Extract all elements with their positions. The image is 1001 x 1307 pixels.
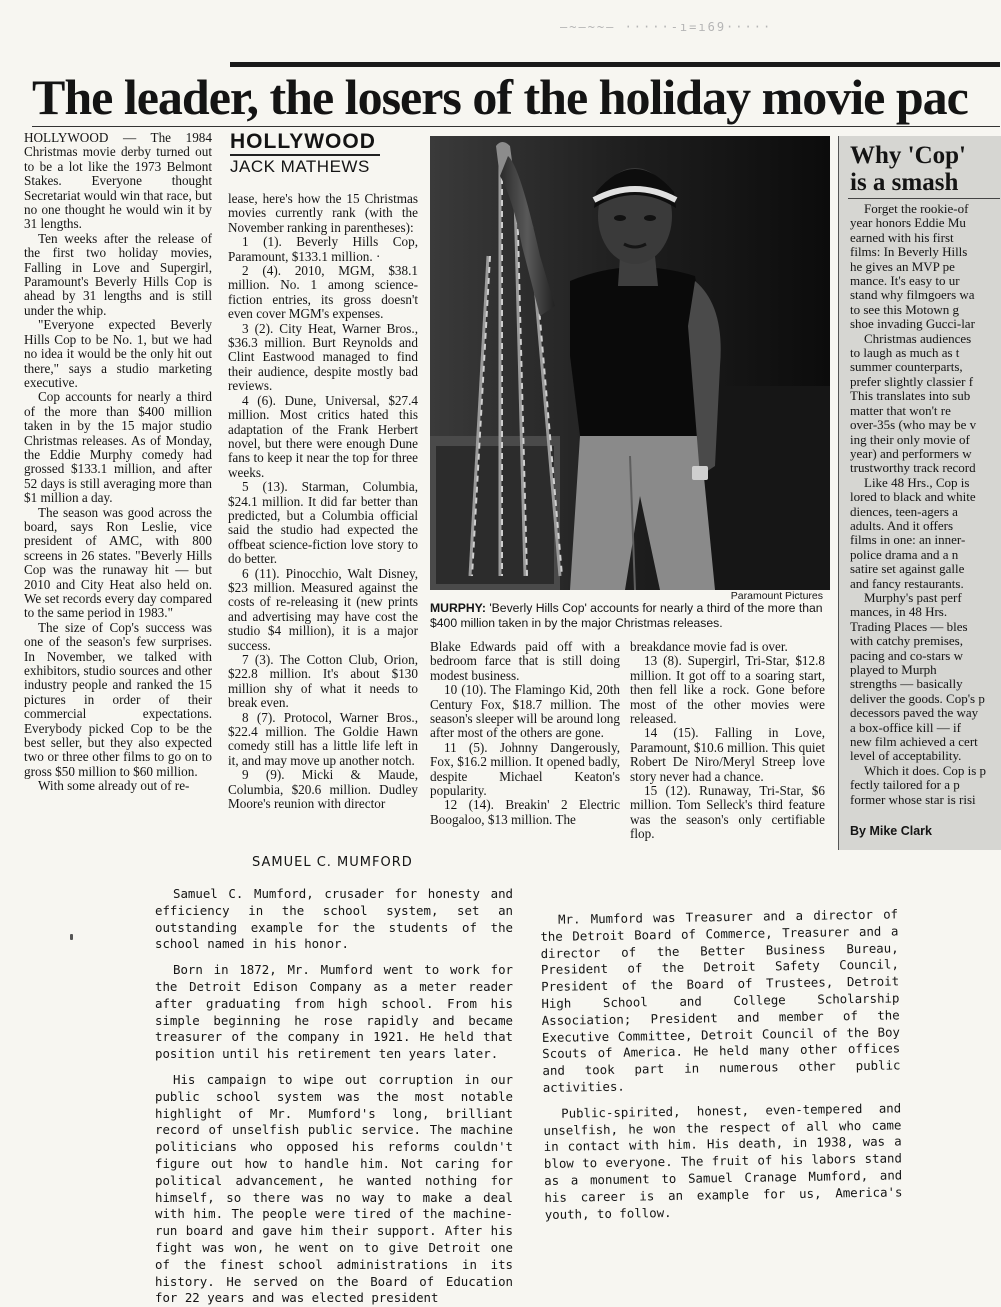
section-label: HOLLYWOOD xyxy=(230,130,376,153)
rank-8: 8 (7). Protocol, Warner Bros., $22.4 million. The Goldie Hawn comedy still has a little life left in it, and may move up another notch. xyxy=(228,709,418,768)
sidebar-line: Trading Places — bles xyxy=(850,618,968,634)
sidebar-body xyxy=(850,202,1000,814)
rank-10: 10 (10). The Flamingo Kid, 20th Century Fox, $18.7 million. The season's sleeper will be around long after most of the others are gone. xyxy=(430,682,620,741)
rank-9: 9 (9). Micki & Maude, Columbia, $20.6 million. Dudley Moore's reunion with director xyxy=(228,767,418,812)
sidebar-line: satire set against galle xyxy=(850,561,965,577)
sidebar-line: former whose star is risi xyxy=(850,791,976,807)
sidebar-line: ing their only movie of xyxy=(850,431,970,447)
rank-11: 11 (5). Johnny Dangerously, Fox, $16.2 million. It opened badly, despite Michael Keaton's popularity. xyxy=(430,739,620,799)
sidebar-line: prefer slightly classier f xyxy=(850,373,974,389)
sidebar-line: lored to black and white xyxy=(850,489,976,505)
sidebar-line: Like 48 Hrs., Cop is xyxy=(864,474,970,490)
col1-p4: The season was good across the board, says Ron Leslie, vice president of AMC, with 800 screens in 26 states. "Beverly Hills Cop was the runaway hit — but 2010 and City Heat also held on. We set records every day compared to the same period in 1983." xyxy=(24,504,212,621)
rank-14: 14 (15). Falling in Love, Paramount, $10.6 million. This quiet Robert De Niro/Meryl Streep love story never had a chance. xyxy=(630,725,825,784)
rank-1: 1 (1). Beverly Hills Cop, Paramount, $133.1 million. · xyxy=(228,234,418,264)
sidebar-paragraph xyxy=(850,591,1000,764)
mumford-column-left xyxy=(155,886,513,1306)
sidebar-line: diences, teen-agers a xyxy=(850,503,958,519)
sidebar-line: matter that won't re xyxy=(850,402,951,418)
article-column-2 xyxy=(228,192,418,860)
sidebar-line: earned with his first xyxy=(850,229,954,245)
sidebar-line: films: In Beverly Hills xyxy=(850,244,968,260)
sidebar-line: year) and performers w xyxy=(850,445,972,461)
sidebar-line: level of acceptability. xyxy=(850,748,962,764)
murphy-photo xyxy=(430,136,830,590)
sidebar-line: mance. It's easy to ur xyxy=(850,273,960,289)
article-column-1 xyxy=(24,131,212,893)
sidebar-line: deliver the goods. Cop's p xyxy=(850,690,985,706)
photo-illustration xyxy=(430,136,830,590)
sidebar-line: Christmas audiences xyxy=(864,330,972,346)
rank-7: 7 (3). The Cotton Club, Orion, $22.8 million. It's about $130 million shy of what it needs to break even. xyxy=(228,652,418,711)
sidebar-line: summer counterparts, xyxy=(850,359,963,375)
sidebar-line: he gives an MVP pe xyxy=(850,258,955,274)
article-column-3 xyxy=(430,640,620,862)
sidebar-paragraph xyxy=(850,332,1000,476)
sidebar-line: to laugh as much as t xyxy=(850,345,960,361)
rank-2: 2 (4). 2010, MGM, $38.1 million. No. 1 among science-fiction entries, its gross doesn't even cover MGM's expenses. xyxy=(228,263,418,322)
col1-p2: "Everyone expected Beverly Hills Cop to be No. 1, but we had no idea it would be the only hit out there," says a studio marketing executive. xyxy=(24,317,212,390)
sidebar-line: fectly tailored for a p xyxy=(850,777,960,793)
sidebar-line: over-35s (who may be v xyxy=(850,417,977,433)
sidebar-line: trustworthy track record xyxy=(850,460,976,476)
sidebar-line: films in one: an inner- xyxy=(850,532,966,548)
mumford-right-p1: Public-spirited, honest, even-tempered and unselfish, he won the respect of all who came in contact with him. His death, in 1938, was a blow to everyone. The fruit of his labors stand as a monument to Samuel Cranage Mumford, and his career is an example for us, America's youth, to follow. xyxy=(543,1100,903,1222)
sidebar-line: pacing and co-stars w xyxy=(850,647,963,663)
mumford-left-p1: Born in 1872, Mr. Mumford went to work for the Detroit Edison Company as a meter reader after graduating from high school. From his simple beginning he rose rapidly and became treasurer of the company in 1921. He held that position until his retirement ten years later. xyxy=(155,962,513,1062)
caption-text: 'Beverly Hills Cop' accounts for nearly a third of the more than $400 million taken in by the major Christmas releases. xyxy=(430,601,823,630)
author-byline: JACK MATHEWS xyxy=(230,157,370,176)
sidebar-line: mances, in 48 Hrs. xyxy=(850,604,948,620)
sidebar-paragraph xyxy=(850,476,1000,591)
sidebar-rule xyxy=(848,198,1000,199)
sidebar-line: This translates into sub xyxy=(850,388,971,404)
col4-p0: breakdance movie fad is over. xyxy=(630,639,788,654)
rank-13: 13 (8). Supergirl, Tri-Star, $12.8 million. It got off to a soaring start, then fell like a rock. Gone before most of the other movies were released. xyxy=(630,653,825,727)
sidebar-line: year honors Eddie Mu xyxy=(850,215,966,231)
caption-lead: MURPHY: xyxy=(430,601,486,615)
sidebar-line: a box-office kill — if xyxy=(850,719,961,735)
col1-p1: Ten weeks after the release of the first two holiday movies, Falling in Love and Supergirl, Paramount's Beverly Hills Cop is ahead by 31 lengths and is still under the whip. xyxy=(24,230,212,318)
sidebar-line: and fancy restaurants. xyxy=(850,575,964,591)
col1-p6: With some already out of re- xyxy=(38,778,190,794)
masthead-faint-text: —~—~~— ·····-ı=ı69····· xyxy=(560,20,773,34)
col1-p3: Cop accounts for nearly a third of the more than $400 million taken in by the 15 major studio Christmas releases. As of Monday, the Eddie Murphy comedy had grossed $133.1 million, and after 52 days is still averaging more than $1 million a day. xyxy=(24,389,212,506)
sidebar-title-line1: Why 'Cop' xyxy=(850,142,967,169)
sidebar-line: strengths — basically xyxy=(850,676,963,692)
photo-credit: Paramount Pictures xyxy=(730,590,823,602)
sidebar-title-line2: is a smash xyxy=(850,169,959,196)
col3-p0: Blake Edwards paid off with a bedroom farce that is still doing modest business. xyxy=(430,639,620,683)
sidebar-line: shoe invading Gucci-lar xyxy=(850,316,975,332)
col1-p5: The size of Cop's success was one of the season's few surprises. In November, we talked with exhibitors, studio sources and other industry people and ranked the 15 pictures in order of their commercial expectations. Everybody picked Cop to be the best seller, but they also expected two or three other films to go on to gross $50 million to $60 million. xyxy=(24,619,212,779)
mumford-title: SAMUEL C. MUMFORD xyxy=(252,855,413,870)
sidebar-line: played to Murph xyxy=(850,662,937,677)
article-column-4 xyxy=(630,640,825,862)
scan-speck xyxy=(70,934,73,940)
photo-caption xyxy=(430,601,830,631)
sidebar-line: Murphy's past perf xyxy=(864,589,962,605)
sidebar-line: decessors paved the way xyxy=(850,705,979,721)
rank-12: 12 (14). Breakin' 2 Electric Boogaloo, $13 million. The xyxy=(430,797,620,827)
mumford-left-p0: Samuel C. Mumford, crusader for honesty and efficiency in the school system, set an outstanding example for the students of the school named in his honor. xyxy=(155,886,513,952)
rank-5: 5 (13). Starman, Columbia, $24.1 million. It did far better than predicted, but a Columbia official said the studio had expected the offbeat science-fiction love story to do better. xyxy=(228,479,418,567)
sidebar-title xyxy=(850,142,1000,196)
col2-p0: lease, here's how the 15 Christmas movies currently rank (with the November ranking in parentheses): xyxy=(228,191,418,235)
sidebar-paragraph xyxy=(850,202,1000,332)
mumford-column-right xyxy=(540,906,903,1222)
sidebar-line: to see this Motown g xyxy=(850,301,960,317)
section-rule xyxy=(230,154,380,156)
sidebar-line: police drama and a n xyxy=(850,546,959,562)
sidebar-line: with catchy premises, xyxy=(850,633,963,649)
mumford-left-p2: His campaign to wipe out corruption in our public school system was the most notable highlight of Mr. Mumford's long, brilliant record of unselfish public service. The machine politicians who opposed his reforms couldn't figure out how to handle him. Not caring for political advancement, he wanted nothing for himself, so there was no way to make a deal with him. The people were tired of the machine-run board and gave him their support. After his fight was won, he went on to give Detroit one of the finest school administrations in its history. He served on the Board of Education for 22 years and was elected president xyxy=(155,1071,513,1306)
sidebar-line: stand why filmgoers wa xyxy=(850,287,975,303)
sidebar-line: Forget the rookie-of xyxy=(864,201,969,216)
sidebar-line: Which it does. Cop is p xyxy=(864,762,987,778)
headline-rule xyxy=(32,126,1000,127)
col1-p0: HOLLYWOOD — The 1984 Christmas movie derby turned out to be a lot like the 1973 Belmont Stakes. Everyone thought Secretariat would win that race, but no one thought he would win it by 31 lengths. xyxy=(24,130,212,232)
rank-15: 15 (12). Runaway, Tri-Star, $6 million. Tom Selleck's third feature was the season's only certifiable flop. xyxy=(630,783,825,842)
rank-4: 4 (6). Dune, Universal, $27.4 million. Most critics hated this adaptation of the Frank Herbert novel, but there were enough Dune fans to keep it near the top for three weeks. xyxy=(228,392,418,480)
sidebar-line: new film achieved a cert xyxy=(850,734,978,750)
rank-3: 3 (2). City Heat, Warner Bros., $36.3 million. Burt Reynolds and Clint Eastwood managed to find their audience, despite mostly bad reviews. xyxy=(228,320,418,394)
headline: The leader, the losers of the holiday movie pac xyxy=(32,69,968,125)
sidebar-line: adults. And it offers xyxy=(850,517,954,533)
sidebar-paragraph xyxy=(850,764,1000,807)
rank-6: 6 (11). Pinocchio, Walt Disney, $23 million. Measured against the costs of re-releasing it (new prints and advertising may have cost the studio $4 million), it is a major success. xyxy=(228,565,418,653)
sidebar-byline: By Mike Clark xyxy=(850,824,932,838)
mumford-right-p0: Mr. Mumford was Treasurer and a director of the Detroit Board of Commerce, Treasurer and a director of the Better Business Bureau, President of the Detroit Safety Council, President of the Board of Trustees, Detroit High School and College Scholarship Association; President and member of the Executive Committee, Detroit Council of the Boy Scouts of America. He held many other offices and took part in numerous other public activities. xyxy=(540,906,901,1095)
